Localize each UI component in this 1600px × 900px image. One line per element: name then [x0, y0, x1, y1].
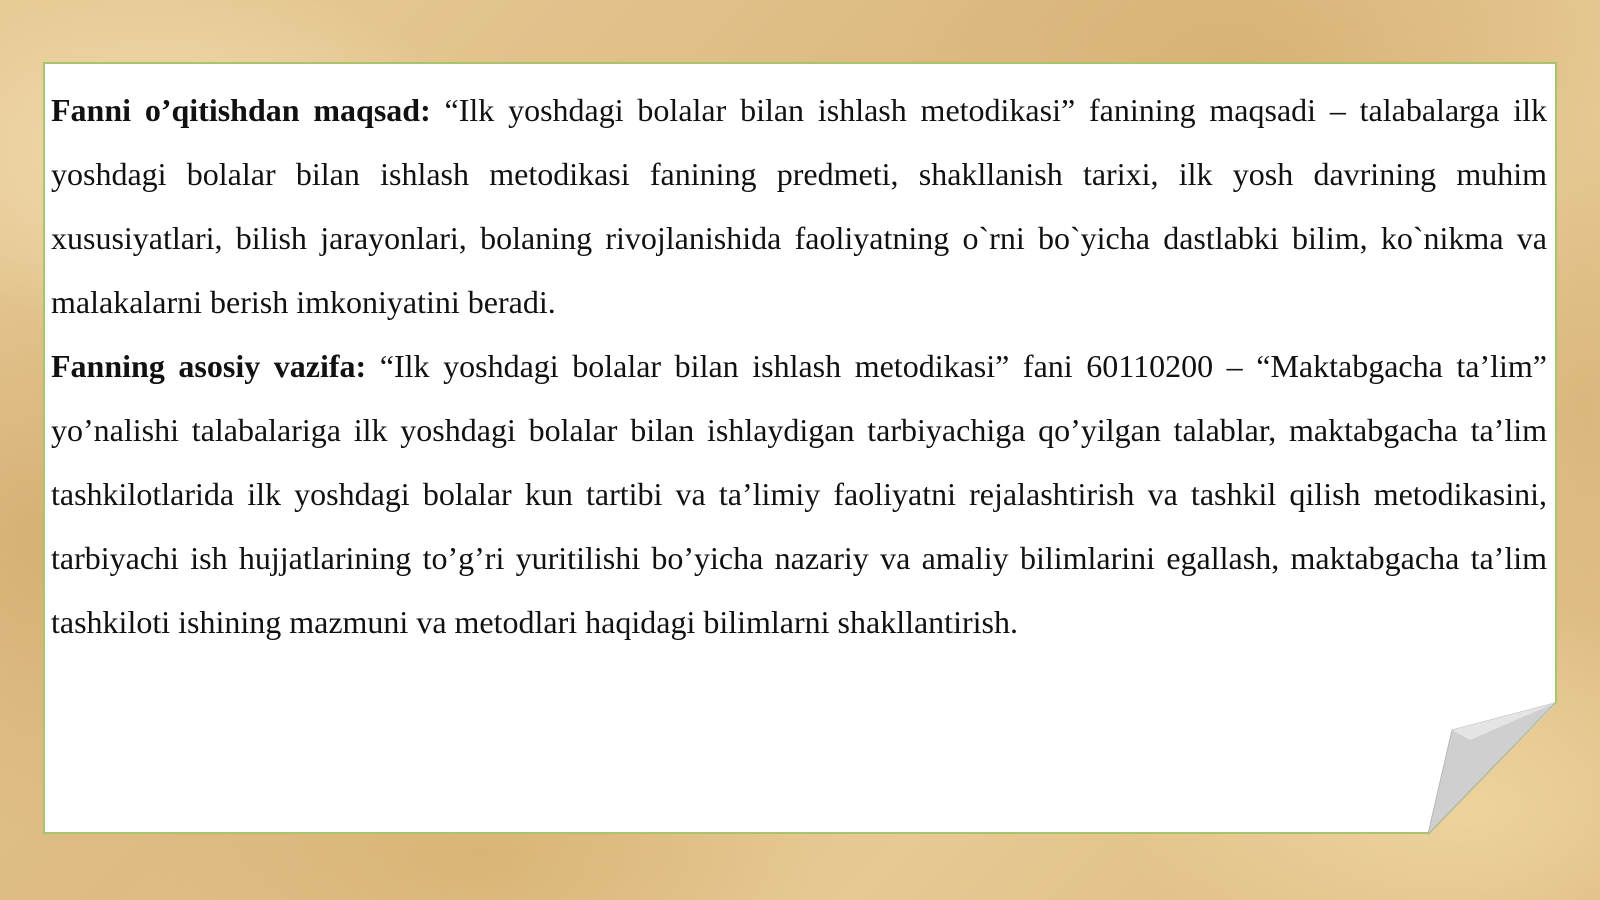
goal-heading: Fanni o’qitishdan maqsad: [51, 92, 431, 128]
slide-content [51, 78, 1547, 654]
task-text: “Ilk yoshdagi bolalar bilan ishlash metodikasi” fani 60110200 – “Maktabgacha ta’lim” yo’nalishi talabalariga ilk yoshdagi bolalar bilan ishlaydigan tarbiyachiga qo’yilgan talablar, maktabgacha ta’lim tashkilotlarida ilk yoshdagi bolalar kun tartibi va ta’limiy faoliyatni rejalashtirish va tashkil qilish metodikasini, tarbiyachi ish hujjatlarining to’g’ri yuritilishi bo’yicha nazariy va amaliy bilimlarini egallash, maktabgacha ta’lim tashkiloti ishining mazmuni va metodlari haqidagi bilimlarni shakllantirish. [51, 348, 1548, 640]
task-heading: Fanning asosiy vazifa: [51, 348, 367, 384]
goal-paragraph [51, 78, 1547, 334]
goal-text: “Ilk yoshdagi bolalar bilan ishlash metodikasi” fanining maqsadi – talabalarga ilk yoshdagi bolalar bilan ishlash metodikasi fanining predmeti, shakllanish tarixi, ilk yosh davrining muhim xususiyatlari, bilish jarayonlari, bolaning rivojlanishida faoliyatning o`rni bo`yicha dastlabki bilim, ko`nikma va malakalarni berish imkoniyatini beradi. [51, 92, 1548, 320]
task-paragraph [51, 334, 1547, 654]
